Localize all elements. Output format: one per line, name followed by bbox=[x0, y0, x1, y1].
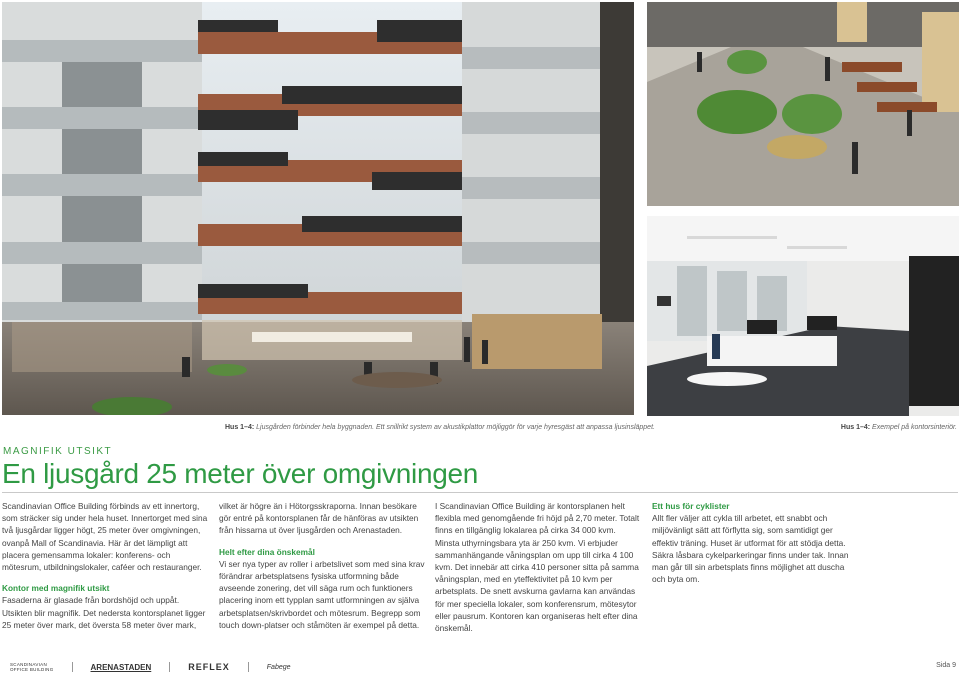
logo-separator bbox=[248, 662, 249, 672]
page-number: Sida 9 bbox=[936, 662, 956, 669]
paragraph: Allt fler väljer att cykla till arbetet, ett snabbt och miljövänligt sätt att förflytta sig, som samtidigt ger effektiv träning. Huset är utformat för att stödja detta. Säkra låsbara cykelparkeringar finns under tak. Innan man går till sin arbetsplats finns möjlighet att duscha och byta om. bbox=[652, 513, 849, 585]
paragraph: vilket är högre än i Hötorgsskraporna. Innan besökare gör entré på kontorsplanen får de hänföras av utsikten från hissarna ut över ljusgården och Arenastaden. bbox=[219, 501, 419, 536]
subheading: Kontor med magnifik utsikt bbox=[2, 583, 110, 594]
divider bbox=[2, 492, 958, 493]
subheading: Ett hus för cyklister bbox=[652, 501, 730, 511]
main-photo-caption bbox=[225, 424, 655, 431]
subheading: Helt efter dina önskemål bbox=[219, 546, 315, 557]
section-kicker: MAGNIFIK UTSIKT bbox=[3, 446, 113, 457]
lobby-photo bbox=[647, 2, 959, 206]
right-photo-caption bbox=[841, 424, 957, 431]
logo-text: SCANDINAVIAN bbox=[10, 662, 48, 667]
logo-separator bbox=[72, 662, 73, 672]
arenastaden-logo: ARENASTADEN bbox=[90, 662, 152, 672]
paragraph: I Scandinavian Office Building är kontorsplanen helt flexibla med genomgående fri höjd på 2,70 meter. Totalt finns en tillgänglig lokalarea på cirka 34 000 kvm. Minsta uthyrningsbara yta är 250 kvm. Vi erbjuder sammanhängande våningsplan om upp till cirka 4 100 kvm. Det innebär att cirka 410 personer sitta på samma våningsplan, med en yteffektivitet på 10 kvm per arbetsplats. De snett avskurna gavlarna kan användas för mer speciella lokaler, som konferensrum, mötesytor eller pausrum. Kontoren kan organiseras helt efter dina önskemål. bbox=[435, 501, 640, 634]
caption-text: Ljusgården förbinder hela byggnaden. Ett snillrikt system av akustikplattor möjliggör för varje hyresgäst att anpassa ljusinsläppet. bbox=[256, 424, 655, 431]
paragraph: Fasaderna är glasade från bordshöjd och uppåt. Utsikten blir magnifik. Det nedersta kontorsplanet ligger 25 meter över mark, det översta 58 meter över mark, bbox=[2, 595, 206, 630]
fabege-logo: Fabege bbox=[266, 663, 291, 671]
text-column-3 bbox=[435, 500, 641, 634]
logo-text: OFFICE BUILDING bbox=[10, 667, 54, 672]
office-photo bbox=[647, 216, 959, 416]
text-column-1 bbox=[2, 500, 210, 631]
page-title: En ljusgård 25 meter över omgivningen bbox=[2, 458, 479, 489]
paragraph: Vi ser nya typer av roller i arbetslivet som med sina krav förändrar arbetsplatsens fysiska utformning både avseende zonering, det vill säga rum och funktioners placering inom ett typplan samt utformningen av själva arbetsplatsen/skrivbordet och mötesrum. Begrepp som touch down-platser och ståmöten är exempel på detta. bbox=[219, 558, 425, 630]
caption-title: Hus 1–4: bbox=[840, 424, 871, 431]
atrium-photo bbox=[2, 2, 634, 415]
scandinavian-office-building-logo bbox=[10, 662, 54, 672]
text-column-2 bbox=[219, 500, 425, 631]
paragraph: Scandinavian Office Building förbinds av ett innertorg, som sträcker sig under hela huset. Innertorget med sina två ljusgårdar ligger högt, 25 meter över omgivningen, ovanpå Mall of Scandinavia. Här är det lämpligt att placera gemensamma lokaler: konferens- och mötesrum, utbildningslokaler, caféer och restauranger. bbox=[2, 501, 208, 573]
logo-separator bbox=[169, 662, 170, 672]
caption-title: Hus 1–4: bbox=[225, 424, 255, 431]
reflex-logo: REFLEX bbox=[188, 662, 230, 672]
text-column-4 bbox=[652, 500, 858, 585]
footer-logos bbox=[10, 660, 291, 674]
caption-text: Exempel på kontorsinteriör. bbox=[872, 424, 957, 431]
